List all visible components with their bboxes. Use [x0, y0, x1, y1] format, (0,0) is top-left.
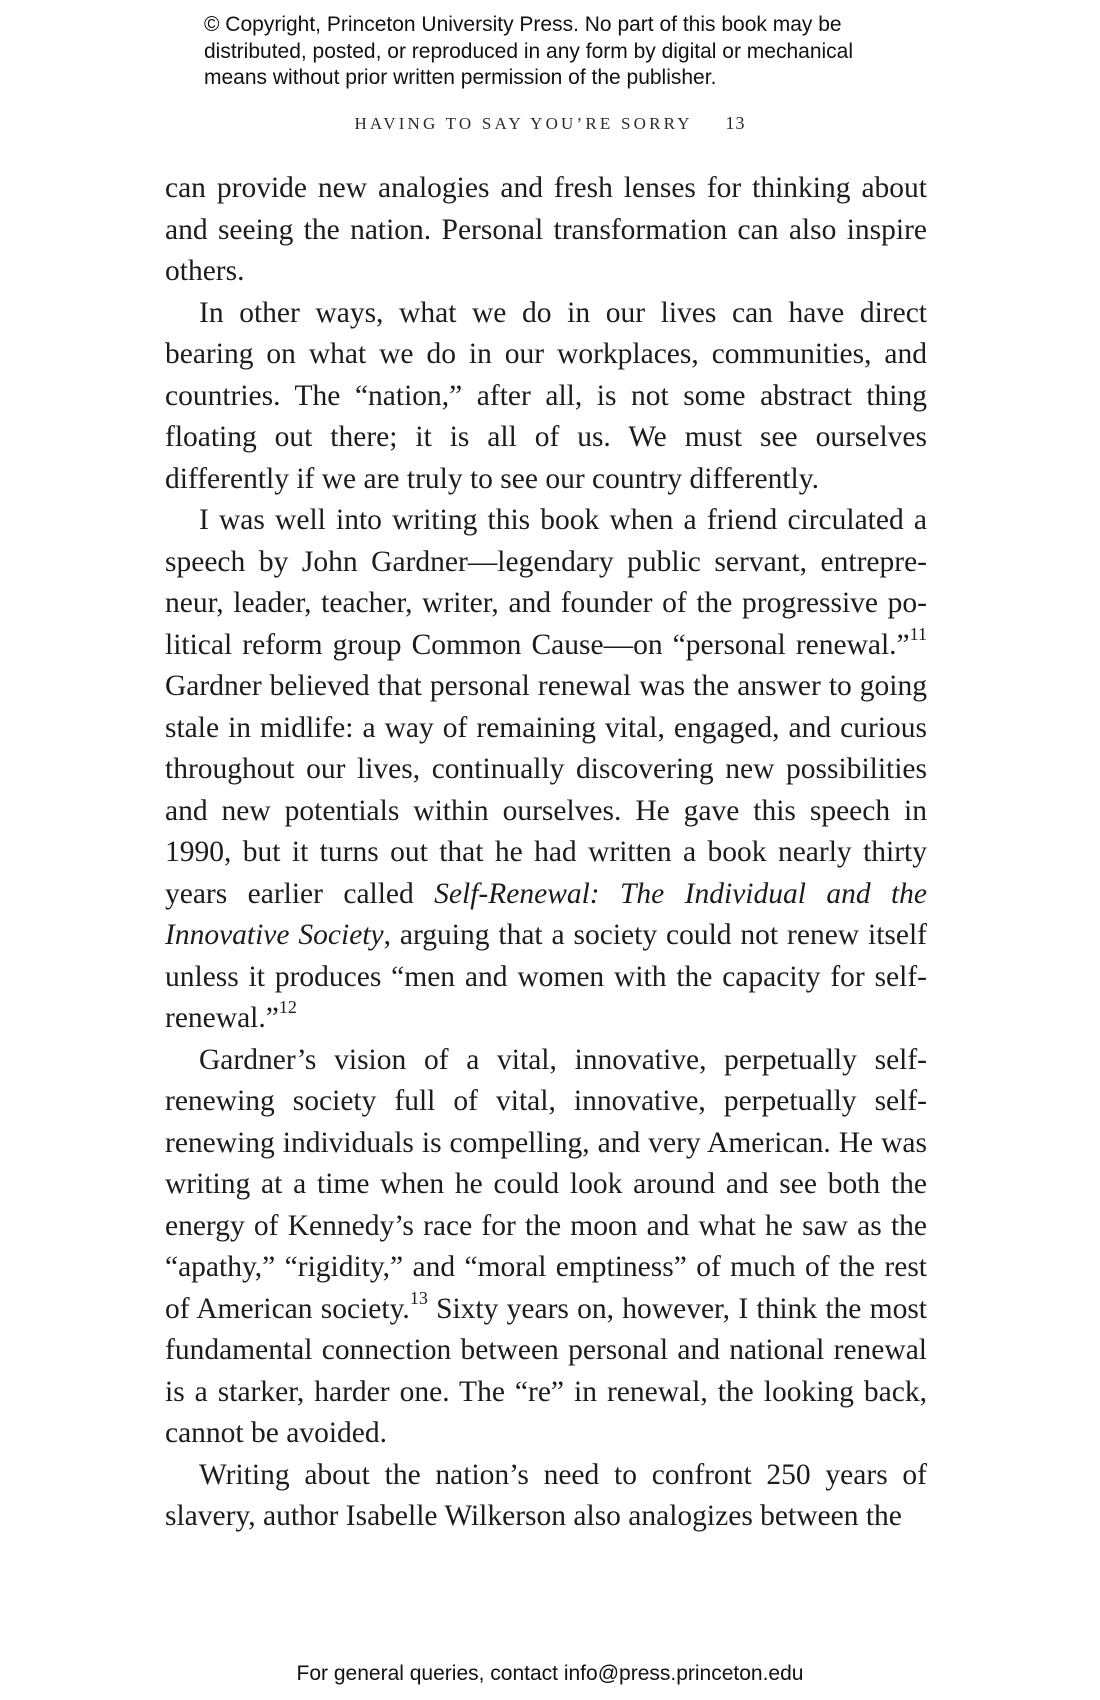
footnote-marker: 12	[278, 997, 297, 1018]
paragraph	[165, 500, 927, 1040]
running-head-title: HAVING TO SAY YOU’RE SORRY	[354, 114, 693, 133]
paragraph-text: Gardner believed that personal renewal was the answer to going stale in midlife: a way of remaining vital, engaged, and curious throughout our lives, continually discovering new possibilities and new potentials within ourselves. He gave this speech in 1990, but it turns out that he had written a book nearly thirty years earlier called	[165, 670, 927, 910]
paragraph-text: Gardner’s vision of a vital, innovative, perpetually self-renewing society full of vital, innovative, perpetually self-renewing individuals is compelling, and very American. He was writing at a time when he could look around and see both the energy of Kennedy’s race for the moon and what he saw as the “apathy,” “rigidity,” and “moral emptiness” of much of the rest of American society.	[165, 1043, 927, 1325]
paragraph: In other ways, what we do in our lives can have direct bearing on what we do in our workplaces, communities, and countries. The “nation,” after all, is not some abstract thing floating out there; it is all of us. We must see ourselves differently if we are truly to see our country differently.	[165, 296, 927, 495]
paragraph: Writing about the nation’s need to confront 250 years of slavery, author Isabelle Wilkerson also analogizes between the	[165, 1458, 927, 1532]
paragraph-text: Sixty years on, however, I think the most fundamental connection between personal and national renewal is a starker, harder one. The “re” in renewal, the looking back, cannot be avoided.	[165, 1292, 928, 1449]
page-number: 13	[725, 113, 746, 133]
paragraph-text: I was well into writing this book when a friend circulated a speech by John Gardner—legendary public servant, entrepreneur, leader, teacher, writer, and founder of the progressive political reform group Common Cause—on “personal renewal.”	[165, 504, 927, 661]
copyright-line: means without prior written permission of the publisher.	[204, 66, 717, 89]
running-head	[0, 113, 1100, 134]
copyright-notice	[204, 12, 924, 92]
copyright-line: distributed, posted, or reproduced in any form by digital or mechanical	[204, 39, 854, 63]
paragraph	[165, 1040, 927, 1455]
book-title: Self-Renewal: The Individual and the Innovative Society	[165, 877, 928, 951]
body-text	[165, 168, 927, 1538]
footer-contact: For general queries, contact info@press.princeton.edu	[296, 1662, 804, 1685]
paragraph: can provide new analogies and fresh lenses for thinking about and seeing the nation. Personal transformation can also inspire others.	[165, 172, 927, 287]
footnote-marker: 13	[409, 1287, 428, 1308]
copyright-line: © Copyright, Princeton University Press. No part of this book may be	[204, 13, 842, 36]
footnote-marker: 11	[909, 623, 927, 644]
paragraph-text: , arguing that a society could not renew itself unless it produces “men and women with the capacity for self-renewal.”	[165, 919, 928, 1034]
